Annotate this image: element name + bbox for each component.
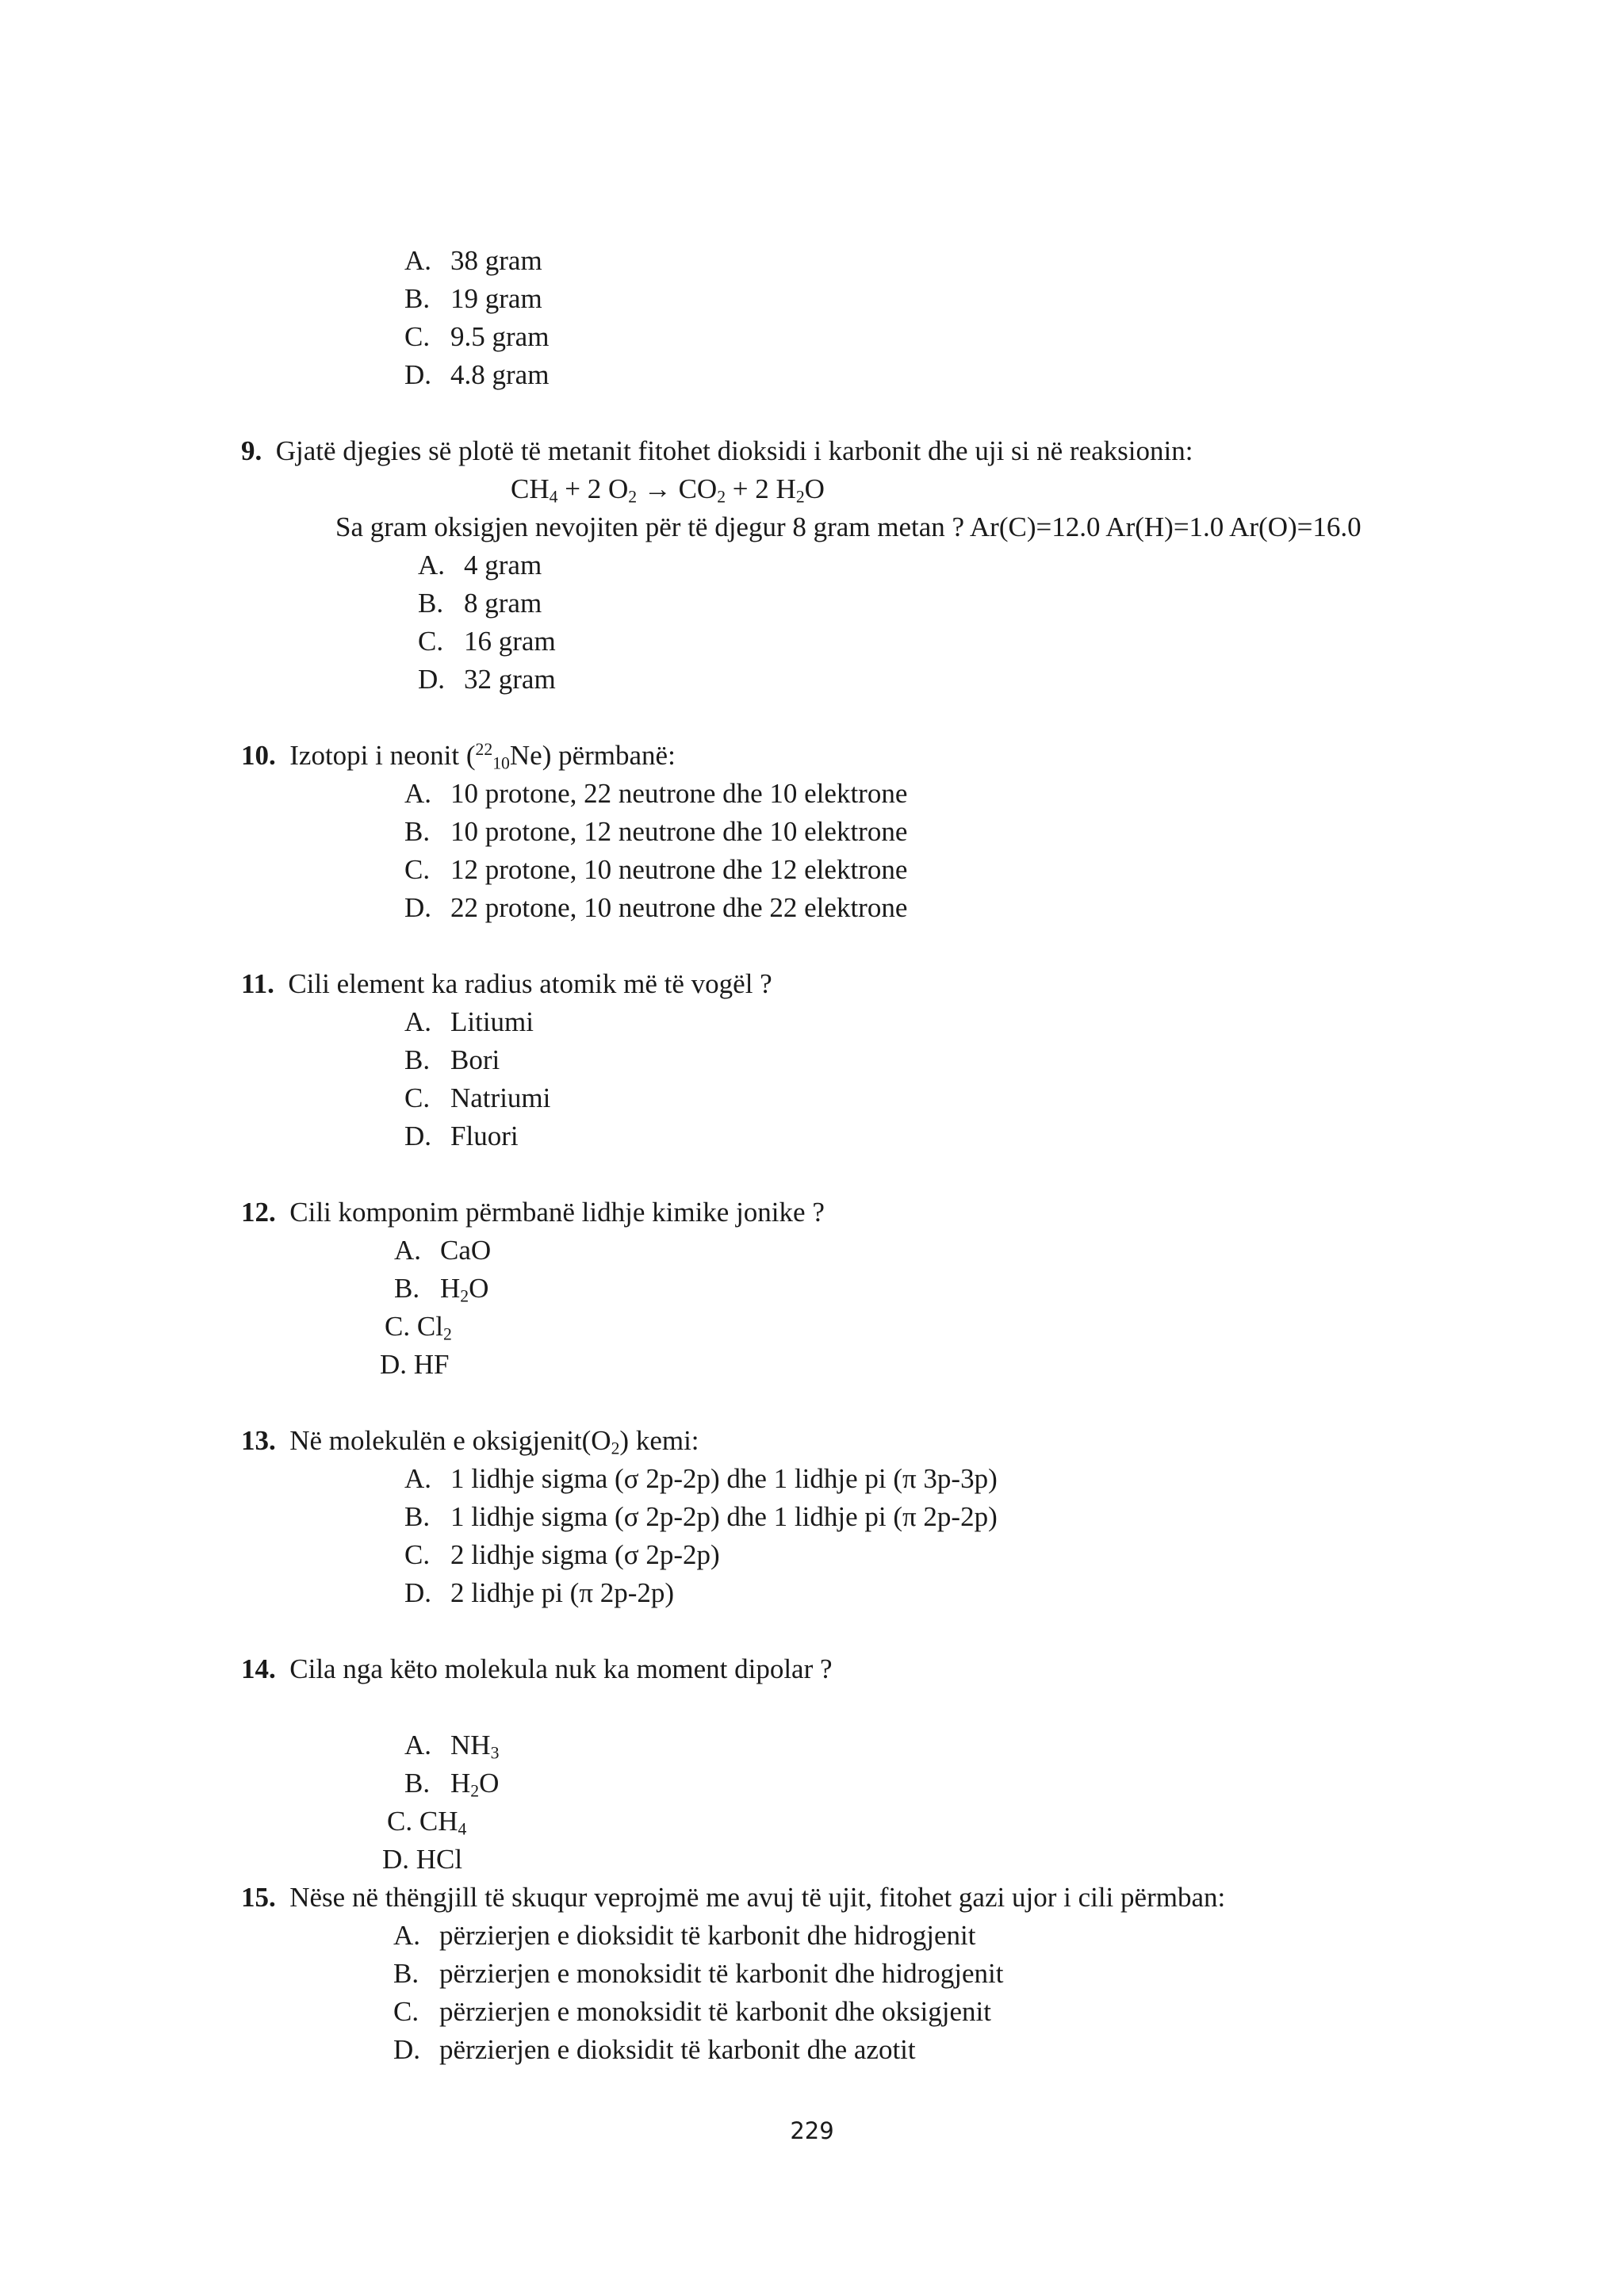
option-label: A.: [404, 1463, 432, 1494]
option-text: Litiumi: [450, 1006, 534, 1037]
q12-stem: [241, 1195, 825, 1230]
q12-option-d: [380, 1347, 450, 1382]
option-text: 12 protone, 10 neutrone dhe 12 elektrone: [450, 854, 908, 885]
q10-option-a: [404, 776, 907, 811]
option-text: 1 lidhje sigma (σ 2p-2p) dhe 1 lidhje pi (π 2p-2p): [450, 1501, 998, 1532]
option-label: D.: [393, 2034, 421, 2065]
atomic-number: 10: [492, 753, 510, 773]
question-text: Cili element ka radius atomik më të vogël ?: [288, 968, 772, 999]
option-label: D.: [404, 1121, 432, 1151]
option-text: përzierjen e monoksidit të karbonit dhe oksigjenit: [439, 1996, 991, 2027]
option-text: përzierjen e dioksidit të karbonit dhe azotit: [439, 2034, 916, 2065]
q11-option-c: [404, 1081, 550, 1116]
option-label: C.: [404, 1082, 431, 1113]
option-text: Fluori: [450, 1121, 519, 1151]
option-text: 19 gram: [450, 283, 542, 314]
q15-option-d: [393, 2032, 916, 2067]
question-text: Cila nga këto molekula nuk ka moment dipolar ?: [289, 1653, 833, 1684]
option-label: B.: [418, 588, 444, 619]
q14-option-a: A. $NH_3$: [404, 1730, 500, 1763]
option-label: B.: [404, 816, 431, 847]
option-label: C.: [404, 1539, 431, 1570]
q14-option-b: B. $H_2O$: [404, 1768, 500, 1801]
option-label: C.: [418, 626, 444, 657]
q10-option-d: [404, 891, 907, 925]
option-label: A.: [404, 1730, 432, 1760]
option-label: D.: [418, 664, 446, 695]
page-number: 229: [790, 2117, 834, 2144]
option-label: C.: [387, 1806, 413, 1837]
question-number: 9.: [241, 435, 262, 466]
question-number: 10.: [241, 740, 276, 771]
q9-subtext: Sa gram oksigjen nevojiten për të djegur 8 gram metan ? Ar(C)=12.0 Ar(H)=1.0 Ar(O)=16.0: [335, 511, 1362, 542]
question-number: 13.: [241, 1425, 276, 1456]
option-text: 9.5 gram: [450, 321, 550, 352]
q8-option-b: [404, 282, 542, 316]
option-label: A.: [404, 1006, 432, 1037]
q15-stem: [241, 1880, 1225, 1915]
option-label: A.: [404, 245, 432, 276]
option-label: D.: [404, 359, 432, 390]
option-label: B.: [404, 1768, 431, 1799]
option-text: Bori: [450, 1044, 500, 1075]
q11-option-d: [404, 1119, 519, 1154]
q11-option-a: [404, 1005, 534, 1040]
question-text: Gjatë djegies së plotë të metanit fitohet dioksidi i karbonit dhe uji si në reaksionin:: [275, 435, 1193, 466]
option-text: CaO: [440, 1235, 492, 1266]
question-number: 15.: [241, 1882, 276, 1913]
question-number: 12.: [241, 1197, 276, 1228]
q14-option-d: [382, 1842, 462, 1877]
q11-stem: [241, 967, 772, 1002]
option-label: A.: [418, 550, 446, 580]
option-label: D.: [380, 1349, 408, 1380]
q8-option-c: [404, 320, 549, 354]
q12-option-c: C. $Cl_2$: [385, 1311, 452, 1344]
option-text: HCl: [416, 1844, 463, 1875]
option-text: 32 gram: [464, 664, 556, 695]
option-text: 2 lidhje sigma (σ 2p-2p): [450, 1539, 720, 1570]
option-label: B.: [393, 1958, 419, 1989]
option-text: 4.8 gram: [450, 359, 550, 390]
option-label: C.: [404, 321, 431, 352]
q15-option-a: [393, 1918, 975, 1953]
option-label: C.: [393, 1996, 419, 2027]
option-label: C.: [385, 1311, 411, 1342]
option-text: Natriumi: [450, 1082, 551, 1113]
option-text: përzierjen e monoksidit të karbonit dhe hidrogjenit: [439, 1958, 1004, 1989]
q13-option-a: [404, 1462, 998, 1496]
option-label: B.: [404, 1501, 431, 1532]
option-text: 4 gram: [464, 550, 542, 580]
q12-option-a: [394, 1233, 491, 1268]
option-text: 10 protone, 12 neutrone dhe 10 elektrone: [450, 816, 908, 847]
option-label: A.: [394, 1235, 422, 1266]
question-number: 14.: [241, 1653, 276, 1684]
question-text: Nëse në thëngjill të skuqur veprojmë me avuj të ujit, fitohet gazi ujor i cili përmban:: [289, 1882, 1226, 1913]
q9-option-d: [418, 662, 556, 697]
option-label: D.: [404, 892, 432, 923]
q8-option-a: [404, 243, 542, 278]
option-label: B.: [404, 1044, 431, 1075]
q8-option-d: [404, 358, 549, 393]
q14-stem: [241, 1652, 833, 1687]
option-text: HF: [413, 1349, 450, 1380]
q13-option-b: [404, 1500, 998, 1534]
option-text: 10 protone, 22 neutrone dhe 10 elektrone: [450, 778, 908, 809]
q9-option-c: [418, 624, 556, 659]
option-label: A.: [404, 778, 432, 809]
q9-option-b: [418, 586, 542, 621]
option-text: 38 gram: [450, 245, 542, 276]
option-text: 1 lidhje sigma (σ 2p-2p) dhe 1 lidhje pi (π 3p-3p): [450, 1463, 998, 1494]
q15-option-b: [393, 1956, 1003, 1991]
option-text: 2 lidhje pi (π 2p-2p): [450, 1577, 675, 1608]
option-label: A.: [393, 1920, 421, 1951]
option-text: 16 gram: [464, 626, 556, 657]
q13-option-d: [404, 1576, 674, 1611]
option-text: përzierjen e dioksidit të karbonit dhe hidrogjenit: [439, 1920, 976, 1951]
question-number: 11.: [241, 968, 274, 999]
q10-option-b: [404, 814, 907, 849]
q13-option-c: [404, 1538, 720, 1573]
option-text: 8 gram: [464, 588, 542, 619]
q15-option-c: [393, 1994, 991, 2029]
q14-option-c: C. $CH_4$: [387, 1806, 467, 1839]
mass-number: 22: [475, 740, 493, 760]
option-label: B.: [404, 283, 431, 314]
option-text: 22 protone, 10 neutrone dhe 22 elektrone: [450, 892, 908, 923]
q11-option-b: [404, 1043, 500, 1078]
option-label: C.: [404, 854, 431, 885]
q9-equation: $CH_4 + 2$ $O_2 \to CO_2 + 2$ $H_2O$: [511, 473, 825, 507]
q12-option-b: B. $H_2O$: [394, 1273, 489, 1306]
option-label: D.: [382, 1844, 410, 1875]
q10-option-c: [404, 852, 907, 887]
option-label: D.: [404, 1577, 432, 1608]
q10-stem: 10. Izotopi i neonit ($^{22}_{10}$Ne) përmbanë:: [241, 740, 676, 773]
option-label: B.: [394, 1273, 420, 1304]
q9-option-a: [418, 548, 542, 583]
question-text: Cili komponim përmbanë lidhje kimike jonike ?: [289, 1197, 825, 1228]
q9-stem: [241, 434, 1193, 469]
q13-stem: 13. Në molekulën e $oksigjenit(O_2)$ kemi:: [241, 1425, 699, 1458]
